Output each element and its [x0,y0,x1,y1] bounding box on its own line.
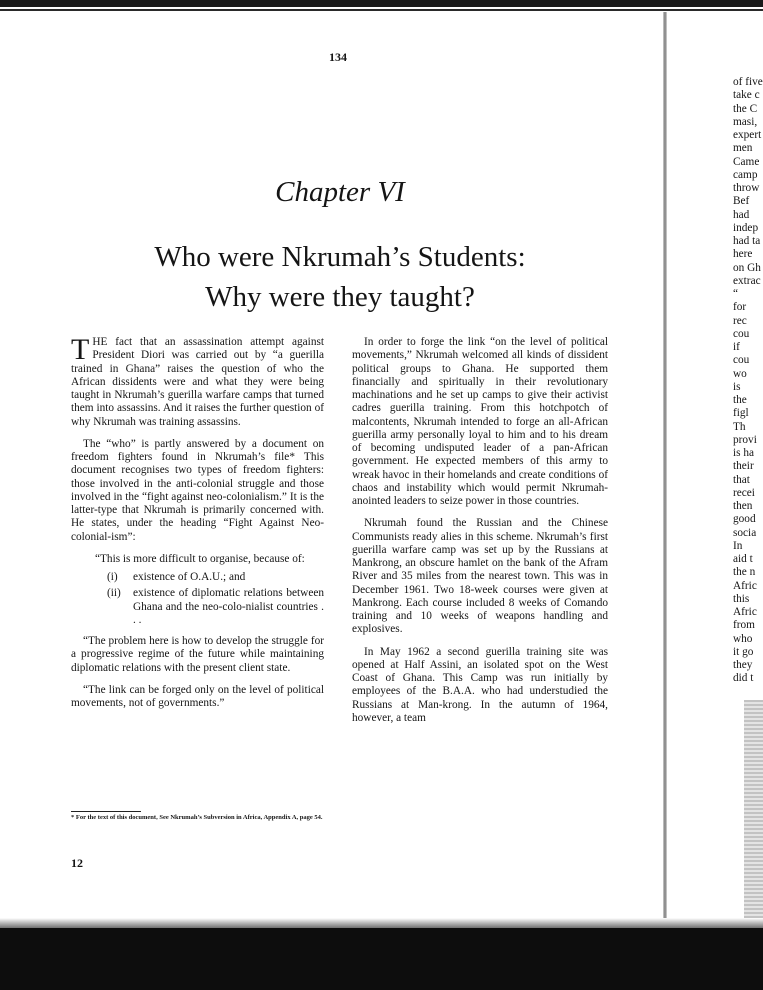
facing-page-line: men [733,142,753,155]
footnote: * For the text of this document, See Nkrumah’s Subversion in Africa, Appendix A, page 54. [71,814,323,821]
facing-page-line: aid t [733,553,753,565]
book-gutter [663,12,667,928]
facing-page-line: had ta [733,235,761,247]
facing-page-line: then [733,500,753,512]
paragraph-text: HE fact that an assassination attempt against President Diori was carried out by “a guerilla trained in Ghana” raises the question of who the African dissidents were and what they were being taught in Nkrumah’s guerilla warfare camps that turned them into assassins. And it raises the further question of why Nkrumah was training assassins. [71,336,324,428]
facing-page-line: socia [733,526,757,539]
list-text: existence of O.A.U.; and [133,571,246,583]
facing-page-line: had [733,208,750,221]
footnote-rule [71,811,141,812]
chapter-label: Chapter VI [275,176,405,208]
facing-page-line: this [733,592,750,605]
list-item [107,587,324,627]
facing-page-line: take c [733,89,760,102]
list-item [107,571,324,584]
facing-page-line: on Gh [733,261,761,274]
quote-paragraph: “This is more difficult to organise, because of: [95,552,305,565]
quote-list [107,571,324,627]
facing-page-line: that [733,473,750,486]
paragraph: In order to forge the link “on the level of political movements,” Nkrumah welcomed all kinds of dissident political groups to Ghana. He supported them financially and spiritually in their revolutionary machinations and he set up camps to give their activist cadres guerilla training. From this hotchpotch of malcontents, Nkrumah intended to forge an all-African guerilla army personally loyal to him and to his dream of becoming undisputed leader of a pan-African government. He expected members of this army to wreak havoc in their homelands and create conditions of chaos and instability which would permit Nkrumah-anointed leaders to seize power in those countries. [352,336,608,507]
paragraph: Nkrumah found the Russian and the Chinese Communists ready alies in this scheme. Nkrumah’s first guerilla warfare camp was set up by the Russians at Mankrong, an obscure hamlet on the bank of the Afram River and 35 miles from the nearest town. This was in December 1961. Two 18-week courses were given at Mankrong. Each course included 8 weeks of Comando training and 10 weeks of weapons handling and explosives. [352,517,608,636]
drop-cap: T [71,333,90,366]
page-edge-shadow [744,700,763,930]
facing-page-line: masi, [733,115,758,128]
top-border-thin [0,9,763,11]
facing-page-line: wo [733,367,747,380]
facing-page-fragment [733,76,763,686]
facing-page-line: throw [733,182,760,194]
facing-page-line: figl [733,407,749,420]
facing-page-line: indep [733,221,759,234]
facing-page-line: from [733,619,755,632]
paragraph: “The problem here is how to develop the struggle for a progressive regime of the future while maintaining diplomatic relations with the present client state. [71,635,324,674]
facing-page-line: cou [733,354,750,367]
facing-page-line: recei [733,486,755,499]
block-quote [71,553,324,627]
list-text: existence of diplomatic relations between Ghana and the neo-colo-nialist countries . . . [133,587,324,626]
chapter-title [90,237,590,317]
facing-page-line: is [733,380,741,393]
facing-page-line: here [733,248,753,261]
facing-page-line: Bef [733,195,750,208]
facing-page-line: it go [733,645,754,658]
facing-page-line: expert [733,129,762,141]
page-number: 134 [329,50,347,64]
scan-bottom-border [0,928,763,990]
facing-page-line: who [733,632,753,645]
facing-page-line: In [733,539,743,552]
facing-page-line: they [733,659,753,671]
facing-page-line: for [733,301,747,314]
facing-page-line: provi [733,433,757,446]
facing-page-line: did t [733,672,754,685]
facing-page-line: if [733,341,740,353]
paragraph: In May 1962 a second guerilla training site was opened at Half Assini, an isolated spot on the West Coast of Ghana. This Camp was run initially by employees of the B.A.A. who had understudied the Russians at Man-krong. In the autumn of 1964, however, a team [352,645,608,724]
facing-page-line: rec [733,314,747,327]
paragraph: “The link can be forged only on the level of political movements, not of governments.” [71,683,324,709]
facing-page-line: Th [733,420,746,433]
right-column [352,336,608,734]
facing-page-line: camp [733,168,758,181]
facing-page-line: their [733,460,754,473]
facing-page-line: Afric [733,606,757,618]
chapter-title-line-1: Who were Nkrumah’s Students: [154,241,526,273]
facing-page-line: Afric [733,579,757,592]
facing-page-line: good [733,513,756,526]
paragraph: The “who” is partly answered by a document on freedom fighters found in Nkrumah’s file* This document recognises two types of freedom fighters: those involved in the anti-colonial struggle and those involved in the “fight against neo-colonialism.” It is the latter-type that Nkrumah is primarily concerned with. He states, under the heading “Fight Against Neo-colonial-ism”: [71,437,324,543]
top-border [0,0,763,7]
list-number: (i) [107,571,118,583]
facing-page-line: the n [733,566,756,579]
facing-page-line: the [733,394,747,406]
facing-page-line: the C [733,102,758,115]
folio-number: 12 [71,856,83,870]
paragraph [71,333,324,429]
facing-page-line: is ha [733,447,755,459]
facing-page-line: of five [733,76,763,88]
facing-page-line: cou [733,327,750,340]
facing-page-line: “ [733,288,739,300]
list-number: (ii) [107,587,121,600]
chapter-title-line-2: Why were they taught? [205,281,475,313]
facing-page-line: Came [733,155,760,168]
facing-page-line: extrac [733,274,761,287]
left-column [71,333,324,719]
